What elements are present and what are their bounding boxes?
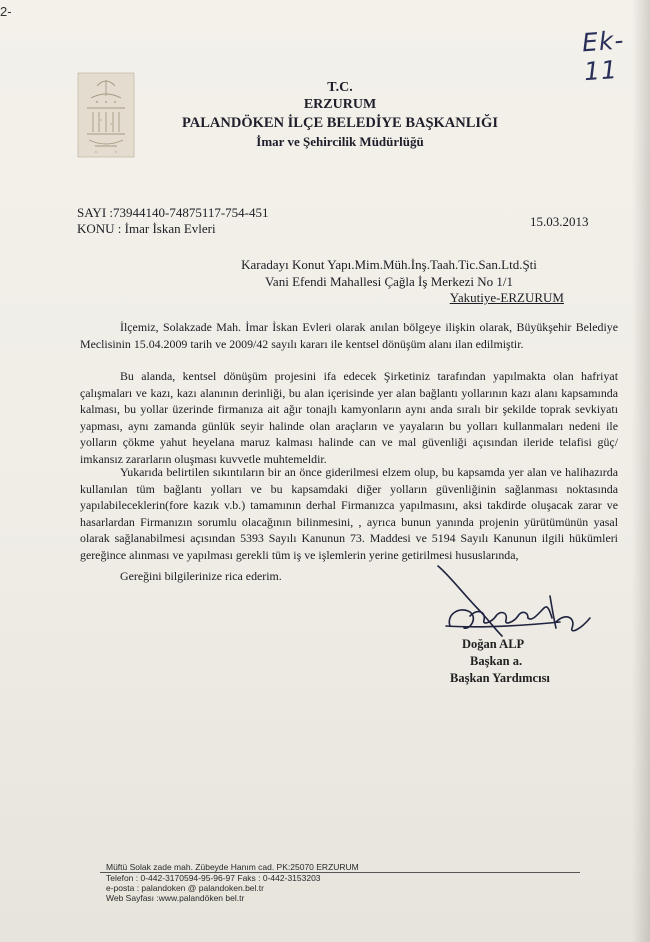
signatory-title: Başkan a.: [470, 654, 523, 668]
handwritten-annotation: Ek-11: [581, 25, 626, 87]
footer-phone: Telefon : 0-442-3170594-95-96-97 Faks : 0-442-3153203: [106, 873, 321, 883]
closing-line: Gereğini bilgilerinize rica ederim.: [120, 569, 282, 583]
signatory-name: Doğan ALP: [462, 637, 525, 651]
signatory-position: Başkan Yardımcısı: [450, 671, 550, 685]
header-department: İmar ve Şehircilik Müdürlüğü: [256, 134, 424, 149]
header-institution: PALANDÖKEN İLÇE BELEDİYE BAŞKANLIĞI: [182, 115, 498, 131]
page-edge-shadow: [632, 0, 650, 942]
addressee-city: Yakutiye-ERZURUM: [449, 290, 564, 305]
page-mark: 2-: [0, 4, 12, 19]
addressee-street: Vani Efendi Mahallesi Çağla İş Merkezi No 1/1: [264, 274, 513, 289]
subject: KONU : İmar İskan Evleri: [77, 221, 216, 236]
addressee-company: Karadayı Konut Yapı.Mim.Müh.İnş.Taah.Tic.San.Ltd.Şti: [241, 257, 537, 272]
body-paragraph-1: İlçemiz, Solakzade Mah. İmar İskan Evleri olarak anılan bölgeye ilişkin olarak, Büyükşehir Belediye Meclisinin 15.04.2009 tarih ve 2009/42 sayılı kararı ile kentsel dönüşüm alanı ilan edilmiştir.: [80, 320, 618, 351]
reference-number: SAYI :73944140-74875117-754-451: [77, 205, 269, 220]
footer-email: e-posta : palandoken @ palandoken.bel.tr: [106, 883, 264, 893]
header-city: ERZURUM: [303, 97, 377, 112]
footer-address: Müftü Solak zade mah. Zübeyde Hanım cad. PK:25070 ERZURUM: [106, 862, 359, 872]
municipality-emblem-icon: [77, 72, 135, 158]
letter-date: 15.03.2013: [530, 214, 589, 229]
footer-web: Web Sayfası :www.palandöken bel.tr: [106, 893, 245, 903]
header-country: T.C.: [327, 80, 353, 95]
body-paragraph-3: Yukarıda belirtilen sıkıntıların bir an önce giderilmesi elzem olup, bu kapsamda yer alan ve halihazırda kullanılan tüm bağlantı yolları ve bu kapsamdaki diğer yolların güvenliğinin sağlanması noktasında yapılabileceklerin(fore kazık v.b.) tamamının derhal Firmanızca yapılmasını, aksi takdirde oluşacak zarar ve hasarlardan Firmanızın sorumlu olacağının bilinmesini, , ayrıca bunun yanında projenin yürütümünün yasal olarak sağlanabilmesi açısından 5393 Sayılı Kanunun 73. Maddesi ve 5194 Sayılı Kanunun ilgili hükümleri gereğince alınması ve yapılması gerekli tüm iş ve işlemlerin yerine getirilmesi hususlarında,: [80, 465, 618, 562]
body-paragraph-2: Bu alanda, kentsel dönüşüm projesini ifa edecek Şirketiniz tarafından yapılmakta olan hafriyat çalışmaları ve kazı, kazı alanının derinliği, bu alan içerisinde yer alan bağlantı yollarının kazı alanı kapsamında kalması, bu yollar üzerinde firmanıza ait ağır tonajlı kamyonların aynı anda sıralı bir şekilde toprak sevkiyatı yapması, aynı zamanda günlük seyir halinde olan araçların ve yayaların bu yolları kullanmaları nedeni ile yolların çökme yahut heyelana maruz kalması halinde can ve mal güvenliği açısından ileride telafisi güç/ imkansız zararların oluşması kuvvetle muhtemeldir.: [80, 369, 618, 466]
